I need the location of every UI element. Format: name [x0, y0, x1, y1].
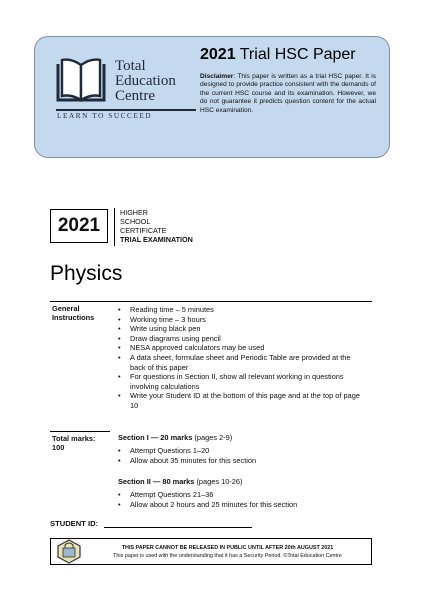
divider: [50, 431, 110, 432]
total-marks-label: Total marks:: [52, 434, 96, 443]
subject-title: Physics: [50, 262, 123, 285]
instructions-label-line: Instructions: [52, 313, 95, 322]
section-1-heading: Section I — 20 marks (pages 2-9): [118, 433, 233, 442]
instructions-label: [52, 304, 112, 322]
list-item: • Working time – 3 hours: [118, 314, 206, 324]
exam-line: SCHOOL: [120, 217, 151, 226]
list-item: • Allow about 35 minutes for this section: [118, 455, 257, 465]
logo-divider: [56, 109, 196, 111]
list-item: • NESA approved calculators may be used: [118, 343, 265, 353]
student-id-field[interactable]: [104, 527, 252, 528]
logo-line: Total: [115, 58, 146, 74]
banner-title: [200, 46, 376, 64]
disclaimer: [200, 73, 376, 115]
total-marks: [52, 434, 112, 452]
open-book-icon: [54, 56, 112, 106]
footer-release-notice: THIS PAPER CANNOT BE RELEASED IN PUBLIC UNTIL AFTER 20th AUGUST 2021: [121, 545, 334, 551]
list-item: • Attempt Questions 1–20: [118, 446, 210, 455]
list-item: • For questions in Section II, show all relevant working in questions involving calculations: [118, 372, 344, 391]
list-item: • Attempt Questions 21–36: [118, 490, 214, 499]
section-2-heading: Section II — 80 marks (pages 10-26): [118, 477, 243, 486]
exam-year-box: 2021: [50, 209, 108, 243]
section-1-list: [118, 446, 368, 465]
student-id-label: STUDENT ID:: [50, 519, 99, 528]
footer-security-notice: This paper is used with the understanding that it has a Security Period. ©Total Education Centre: [113, 553, 342, 559]
divider: [50, 301, 372, 302]
logo-line: Education: [115, 73, 176, 89]
exam-trial-label: TRIAL EXAMINATION: [120, 235, 193, 244]
exam-name: [120, 208, 240, 244]
list-item: • A data sheet, formulae sheet and Periodic Table are provided at the back of this paper: [118, 352, 351, 372]
list-item: • Reading time – 5 minutes: [118, 305, 214, 314]
exam-divider: [114, 208, 115, 246]
section-2-list: [118, 490, 368, 509]
logo-tagline: LEARN TO SUCCEED: [57, 112, 153, 120]
security-footer: [50, 538, 372, 565]
logo-line: Centre: [115, 88, 155, 104]
exam-line: HIGHER: [120, 208, 148, 217]
disclaimer-label: Disclaimer: [200, 73, 234, 80]
total-marks-value: 100: [52, 443, 65, 452]
instructions-list: [118, 305, 368, 411]
security-seal-icon: [56, 539, 82, 564]
exam-line: CERTIFICATE: [120, 226, 167, 235]
list-item: • Draw diagrams using pencil: [118, 333, 221, 343]
banner-title-text: Trial HSC Paper: [239, 46, 356, 63]
instructions-label-line: General: [52, 304, 80, 313]
logo-wordmark: [115, 59, 195, 104]
list-item: • Allow about 2 hours and 25 minutes for this section: [118, 499, 298, 509]
list-item: • Write your Student ID at the bottom of this page and at the top of page 10: [118, 391, 360, 410]
disclaimer-text: : This paper is written as a trial HSC paper. It is designed to provide practice consistent with the demands of the current HSC course and its examination. However, we do not guarantee it predicts question content for the actual HSC examination.: [200, 73, 376, 114]
list-item: • Write using black pen: [118, 324, 201, 334]
banner-year: 2021: [200, 46, 236, 63]
